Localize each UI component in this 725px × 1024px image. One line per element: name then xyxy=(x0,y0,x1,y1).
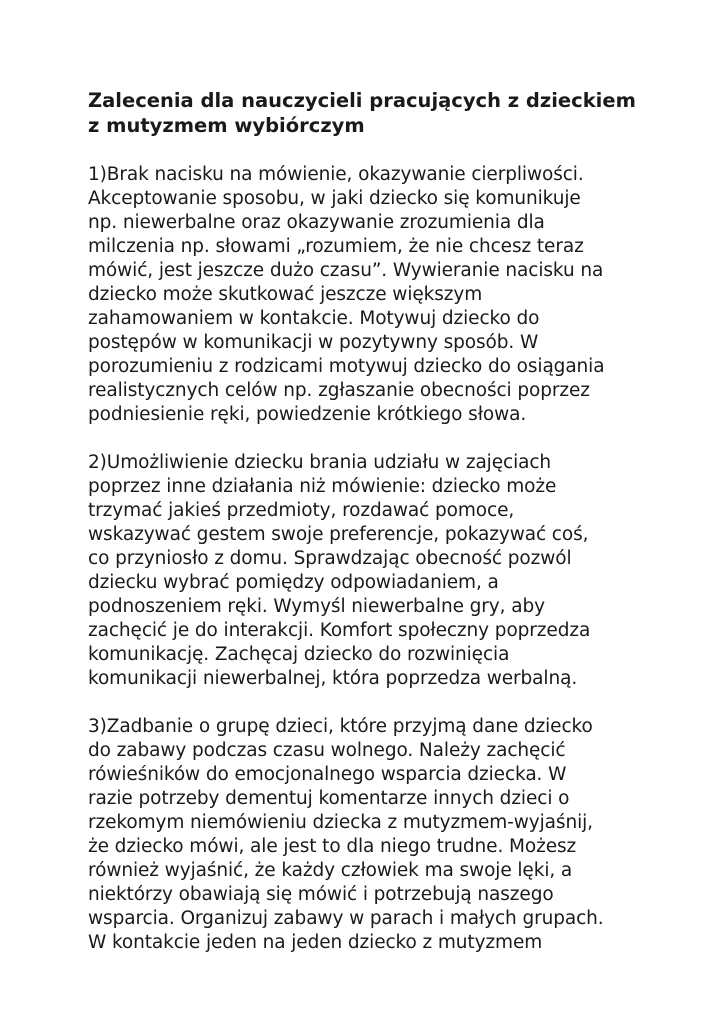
document-title xyxy=(88,88,648,138)
text-line: W kontakcie jeden na jeden dziecko z mutyzmem xyxy=(88,932,543,953)
text-line: dziecku wybrać pomiędzy odpowiadaniem, a xyxy=(88,572,499,593)
text-line: poprzez inne działania niż mówienie: dziecko może xyxy=(88,476,557,497)
text-line: 1)Brak nacisku na mówienie, okazywanie cierpliwości. xyxy=(88,164,584,185)
text-line: 2)Umożliwienie dziecku brania udziału w zajęciach xyxy=(88,452,552,473)
text-line: milczenia np. słowami „rozumiem, że nie chcesz teraz xyxy=(88,236,584,257)
text-line: komunikację. Zachęcaj dziecko do rozwinięcia xyxy=(88,644,510,665)
text-line: podniesienie ręki, powiedzenie krótkiego słowa. xyxy=(88,404,527,425)
title-line: z mutyzmem wybiórczym xyxy=(88,114,365,137)
text-line: Akceptowanie sposobu, w jaki dziecko się komunikuje xyxy=(88,188,581,209)
text-line: rówieśników do emocjonalnego wsparcia dziecka. W xyxy=(88,764,567,785)
text-line: razie potrzeby dementuj komentarze innych dzieci o xyxy=(88,788,570,809)
text-line: co przyniosło z domu. Sprawdzając obecność pozwól xyxy=(88,548,572,569)
paragraph-1 xyxy=(88,163,688,427)
document-page xyxy=(88,88,688,955)
text-line: np. niewerbalne oraz okazywanie zrozumienia dla xyxy=(88,212,545,233)
text-line: dziecko może skutkować jeszcze większym xyxy=(88,284,483,305)
paragraph-2 xyxy=(88,451,688,691)
text-line: 3)Zadbanie o grupę dzieci, które przyjmą dane dziecko xyxy=(88,716,593,737)
text-line: zahamowaniem w kontakcie. Motywuj dziecko do xyxy=(88,308,540,329)
text-line: również wyjaśnić, że każdy człowiek ma swoje lęki, a xyxy=(88,860,573,881)
text-line: że dziecko mówi, ale jest to dla niego trudne. Możesz xyxy=(88,836,577,857)
text-line: do zabawy podczas czasu wolnego. Należy zachęcić xyxy=(88,740,566,761)
text-line: wsparcia. Organizuj zabawy w parach i małych grupach. xyxy=(88,908,604,929)
text-line: porozumieniu z rodzicami motywuj dziecko do osiągania xyxy=(88,356,605,377)
text-line: realistycznych celów np. zgłaszanie obecności poprzez xyxy=(88,380,590,401)
text-line: trzymać jakieś przedmioty, rozdawać pomoce, xyxy=(88,500,515,521)
text-line: mówić, jest jeszcze dużo czasu”. Wywieranie nacisku na xyxy=(88,260,604,281)
text-line: niektórzy obawiają się mówić i potrzebują naszego xyxy=(88,884,554,905)
paragraph-3 xyxy=(88,715,688,955)
text-line: podnoszeniem ręki. Wymyśl niewerbalne gry, aby xyxy=(88,596,545,617)
text-line: komunikacji niewerbalnej, która poprzedza werbalną. xyxy=(88,668,578,689)
text-line: postępów w komunikacji w pozytywny sposób. W xyxy=(88,332,539,353)
title-line: Zalecenia dla nauczycieli pracujących z dzieckiem xyxy=(88,89,636,112)
text-line: rzekomym niemówieniu dziecka z mutyzmem-wyjaśnij, xyxy=(88,812,593,833)
text-line: zachęcić je do interakcji. Komfort społeczny poprzedza xyxy=(88,620,591,641)
text-line: wskazywać gestem swoje preferencje, pokazywać coś, xyxy=(88,524,589,545)
